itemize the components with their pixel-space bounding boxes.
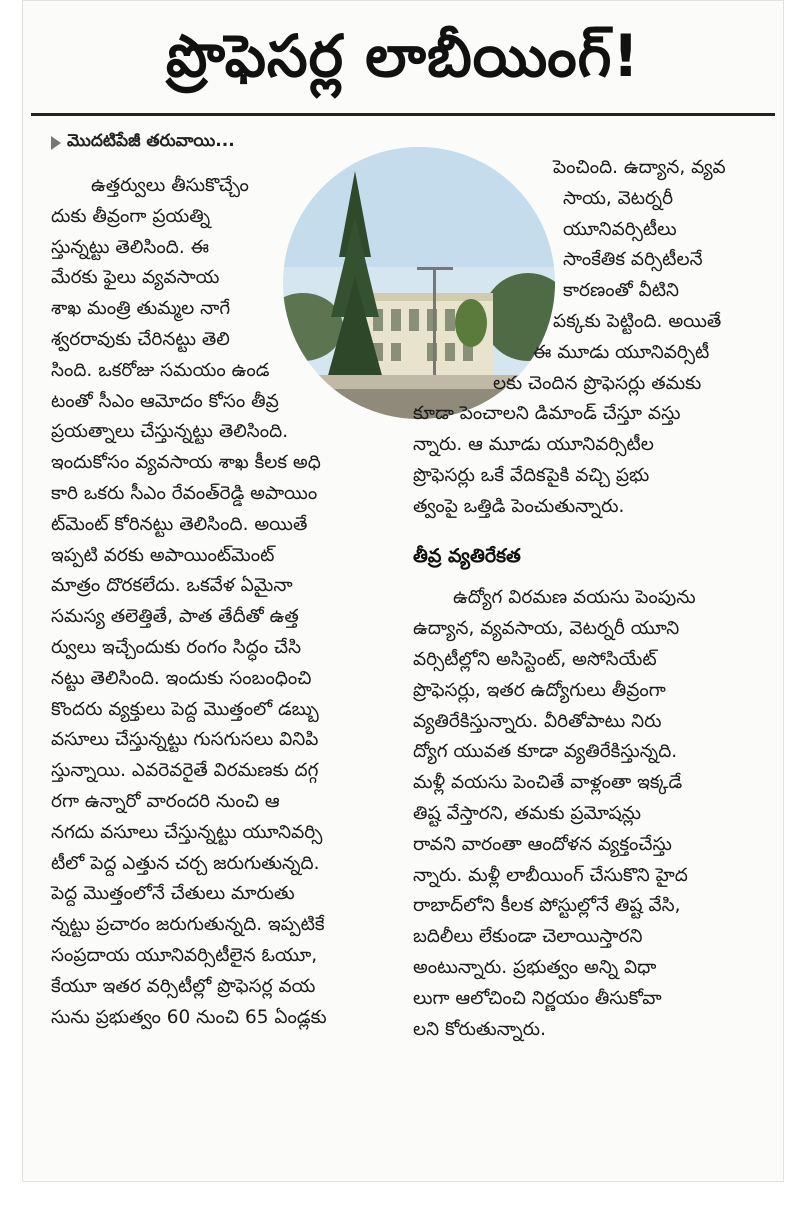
body-line: దుకు తీవ్రంగా ప్రయత్ని xyxy=(51,205,211,227)
body-line: లుగా ఆలోచించి నిర్ణయం తీసుకోవా xyxy=(413,987,662,1009)
body-line: ప్రొఫెసర్లు, ఇతర ఉద్యోగులు తీవ్రంగా xyxy=(413,679,666,701)
body-line: కారి ఒకరు సీఎం రేవంత్‌రెడ్డి అపాయిం xyxy=(51,482,318,504)
body-line: రావని వారంతా ఆందోళన వ్యక్తంచేస్తు xyxy=(413,833,672,855)
body-line: న్నారు. మళ్లీ లాబీయింగ్ చేసుకొని హైద xyxy=(413,864,688,886)
body-line: తిష్ట వేస్తారని, తమకు ప్రమోషన్లు xyxy=(413,802,642,824)
body-line: లని కోరుతున్నారు. xyxy=(413,1018,546,1040)
body-line: నగదు వసూలు చేస్తున్నట్టు యూనివర్సి xyxy=(51,821,323,843)
body-line: సాయ, వెటర్నరీ xyxy=(563,187,674,209)
article-subheading: తీవ్ర వ్యతిరేకత xyxy=(413,544,521,567)
body-line: వర్సిటీల్లోని అసిస్టెంట్, అసోసియేట్ xyxy=(413,648,657,670)
body-line: న్నట్టు ప్రచారం జరుగుతున్నది. ఇప్పటికే xyxy=(51,914,325,936)
body-line: ఉద్యాన, వ్యవసాయ, వెటర్నరీ యూని xyxy=(413,618,680,640)
body-line: మేరకు ఫైలు వ్యవసాయ xyxy=(51,267,220,289)
body-line: ఉద్యోగ విరమణ వయసు పెంపును xyxy=(453,587,696,609)
body-line: టీలో పెద్ద ఎత్తున చర్చ జరుగుతున్నది. xyxy=(51,852,320,874)
body-line: న్నారు. ఆ మూడు యూనివర్సిటీల xyxy=(413,434,654,456)
headline-rule xyxy=(31,113,775,116)
body-line: పెంచింది. ఉద్యాన, వ్యవ xyxy=(553,157,726,178)
body-line: ఇందుకోసం వ్యవసాయ శాఖ కీలక అధి xyxy=(51,452,321,474)
body-line: రగా ఉన్నారో వారందరి నుంచి ఆ xyxy=(51,790,280,812)
body-line: సాంకేతిక వర్సిటీలనే xyxy=(563,249,703,271)
body-line: శాఖ మంత్రి తుమ్మల నాగే xyxy=(51,298,231,320)
body-line: కూడా పెంచాలని డిమాండ్ చేస్తూ వస్తు xyxy=(413,403,681,425)
body-line: కారణంతో వీటిని xyxy=(563,280,680,302)
body-line: లకు చెందిన ప్రొఫెసర్లు తమకు xyxy=(493,372,702,394)
body-line: సింది. ఒకరోజు సమయం ఉండ xyxy=(51,359,270,381)
body-line: వ్యతిరేకిస్తున్నారు. వీరితోపాటు నిరు xyxy=(413,710,662,732)
body-line: ఉత్తర్వులు తీసుకొచ్చేం xyxy=(91,175,249,196)
body-line: కేయూ ఇతర వర్సిటీల్లో ప్రొఫెసర్ల వయ xyxy=(51,975,316,997)
body-line: మళ్లీ వయసు పెంచితే వాళ్లంతా ఇక్కడే xyxy=(413,772,683,794)
body-line: స్తున్నట్టు తెలిసింది. ఈ xyxy=(51,236,209,258)
article-left-column xyxy=(51,171,403,1033)
body-line: సంప్రదాయ యూనివర్సిటీలైన ఓయూ, xyxy=(51,944,318,966)
body-line: బదిలీలు లేకుండా చెలాయిస్తారని xyxy=(413,926,643,948)
continued-from-label xyxy=(51,131,235,155)
triangle-marker-icon xyxy=(51,136,61,150)
body-line: ట్‌మెంట్ కోరినట్టు తెలిసింది. అయితే xyxy=(51,513,308,535)
body-line: సును ప్రభుత్వం 60 నుంచి 65 ఏండ్లకు xyxy=(51,1006,327,1028)
body-line: మాత్రం దొరకలేదు. ఒకవేళ ఏమైనా xyxy=(51,575,293,597)
body-line: ఇప్పటి వరకు అపాయింట్‌మెంట్ xyxy=(51,544,275,566)
body-line: యూనివర్సిటీలు xyxy=(563,218,677,240)
body-line: అంటున్నారు. ప్రభుత్వం అన్ని విధా xyxy=(413,956,657,978)
body-line: ద్యోగ యువత కూడా వ్యతిరేకిస్తున్నది. xyxy=(413,741,678,763)
body-line: ర్వులు ఇచ్చేందుకు రంగం సిద్ధం చేసి xyxy=(51,636,302,658)
body-line: రాబాద్‌లోని కీలక పోస్టుల్లోనే తిష్ట వేసి, xyxy=(413,895,681,917)
body-line: సమస్య తలెత్తితే, పాత తేదీతో ఉత్త xyxy=(51,606,299,628)
body-line: టంతో సీఎం ఆమోదం కోసం తీవ్ర xyxy=(51,390,279,412)
body-line: స్తున్నాయి. ఎవరెవరైతే విరమణకు దగ్గ xyxy=(51,760,319,782)
body-line: త్వంపై ఒత్తిడి పెంచుతున్నారు. xyxy=(413,495,625,517)
article-right-column xyxy=(413,153,759,1045)
continued-from-text: మొదటిపేజీ తరువాయి... xyxy=(67,131,235,151)
newspaper-clipping xyxy=(22,0,784,1182)
body-line: కొందరు వ్యక్తులు పెద్ద మొత్తంలో డబ్బు xyxy=(51,698,319,720)
body-line: శ్వరరావుకు చేరినట్టు తెలి xyxy=(51,328,230,350)
body-line: పక్కకు పెట్టింది. అయితే xyxy=(553,310,722,332)
body-line: వసూలు చేస్తున్నట్టు గుసగుసలు వినిపి xyxy=(51,729,319,751)
body-line: ప్రయత్నాలు చేస్తున్నట్టు తెలిసింది. xyxy=(51,421,289,443)
article-headline: ప్రొఫెసర్ల లాబీయింగ్! xyxy=(166,22,640,90)
body-line: ప్రొఫెసర్లు ఒకే వేదికపైకి వచ్చి ప్రభు xyxy=(413,464,650,486)
body-line: పెద్ద మొత్తంలోనే చేతులు మారుతు xyxy=(51,883,295,905)
body-line: నట్టు తెలిసింది. ఇందుకు సంబంధించి xyxy=(51,667,312,689)
body-line: ఈ మూడు యూనివర్సిటీ xyxy=(533,341,710,363)
